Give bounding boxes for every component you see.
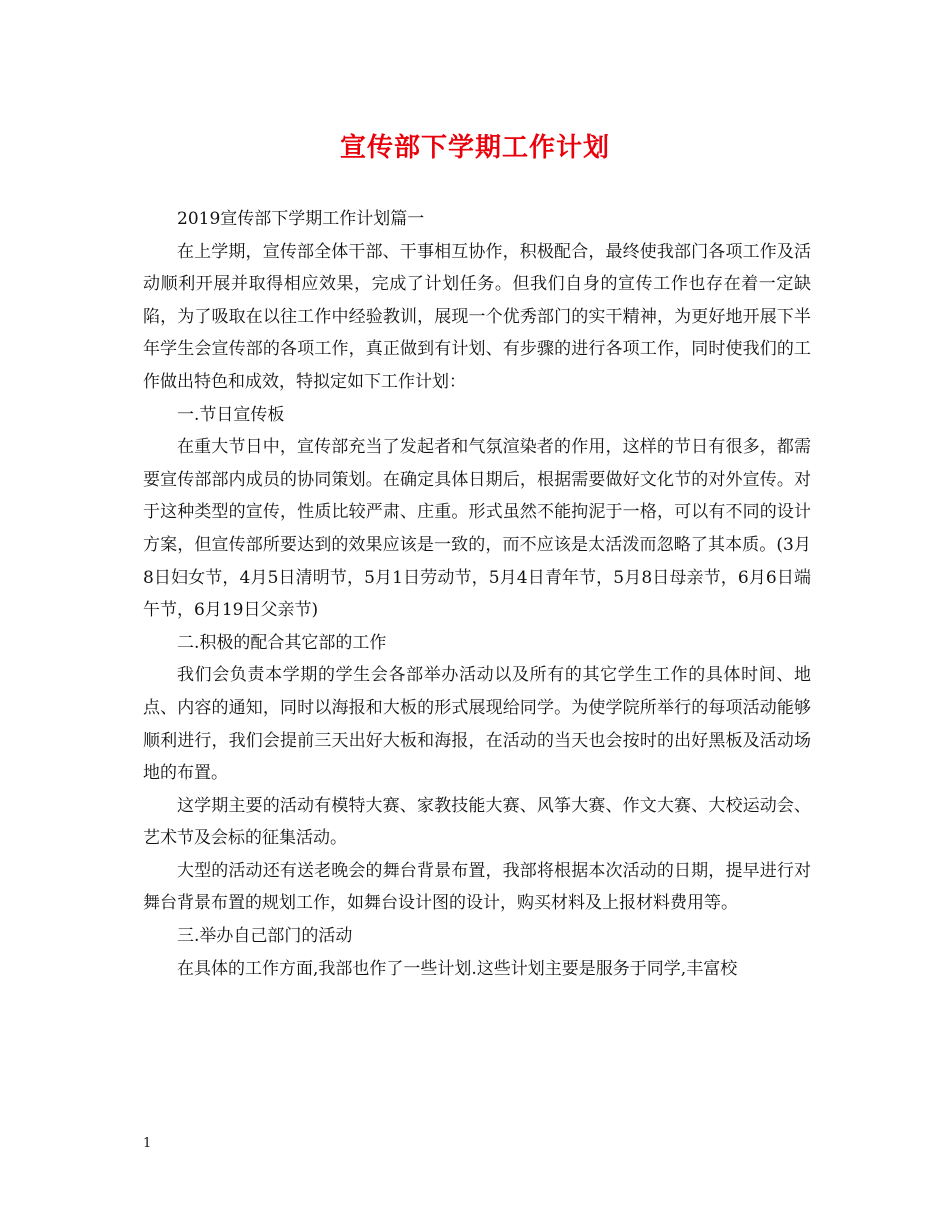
page-title: 宣传部下学期工作计划	[339, 133, 610, 163]
paragraph-subtitle: 2019宣传部下学期工作计划篇一	[177, 209, 425, 229]
section-heading-2: 二.积极的配合其它部的工作	[177, 632, 387, 653]
paragraph-activities: 这学期主要的活动有模特大赛、家教技能大赛、风筝大赛、作文大赛、大校运动会、艺术节及会标的征集活动。	[143, 795, 811, 849]
section-heading-1: 一.节日宣传板	[177, 404, 285, 425]
section-heading-3: 三.举办自己部门的活动	[177, 926, 353, 947]
page-number: 1	[143, 1136, 152, 1151]
paragraph-cooperation: 我们会负责本学期的学生会各部举办活动以及所有的其它学生工作的具体时间、地点、内容的通知，同时以海报和大板的形式展现给同学。为使学院所举行的每项活动能够顺利进行，我们会提前三天出好大板和海报，在活动的当天也会按时的出好黑板及活动场地的布置。	[143, 665, 811, 784]
paragraph-stage: 大型的活动还有送老晚会的舞台背景布置，我部将根据本次活动的日期，提早进行对舞台背景布置的规划工作，如舞台设计图的设计，购买材料及上报材料费用等。	[143, 860, 811, 914]
paragraph-holidays: 在重大节日中，宣传部充当了发起者和气氛渲染者的作用，这样的节日有很多，都需要宣传部部内成员的协同策划。在确定具体日期后，根据需要做好文化节的对外宣传。对于这种类型的宣传，性质比较严肃、庄重。形式虽然不能拘泥于一格，可以有不同的设计方案，但宣传部所要达到的效果应该是一致的，而不应该是太活泼而忽略了其本质。(3月8日妇女节，4月5日清明节，5月1日劳动节，5月4日青年节，5月8日母亲节，6月6日端午节，6月19日父亲节)	[143, 437, 811, 621]
paragraph-intro: 在上学期，宣传部全体干部、干事相互协作，积极配合，最终使我部门各项工作及活动顺利开展并取得相应效果，完成了计划任务。但我们自身的宣传工作也存在着一定缺陷，为了吸取在以往工作中经验教训，展现一个优秀部门的实干精神，为更好地开展下半年学生会宣传部的各项工作，真正做到有计划、有步骤的进行各项工作，同时使我们的工作做出特色和成效，特拟定如下工作计划：	[143, 241, 811, 392]
paragraph-own-activities: 在具体的工作方面,我部也作了一些计划.这些计划主要是服务于同学,丰富校	[177, 958, 738, 979]
document-body	[143, 203, 811, 985]
